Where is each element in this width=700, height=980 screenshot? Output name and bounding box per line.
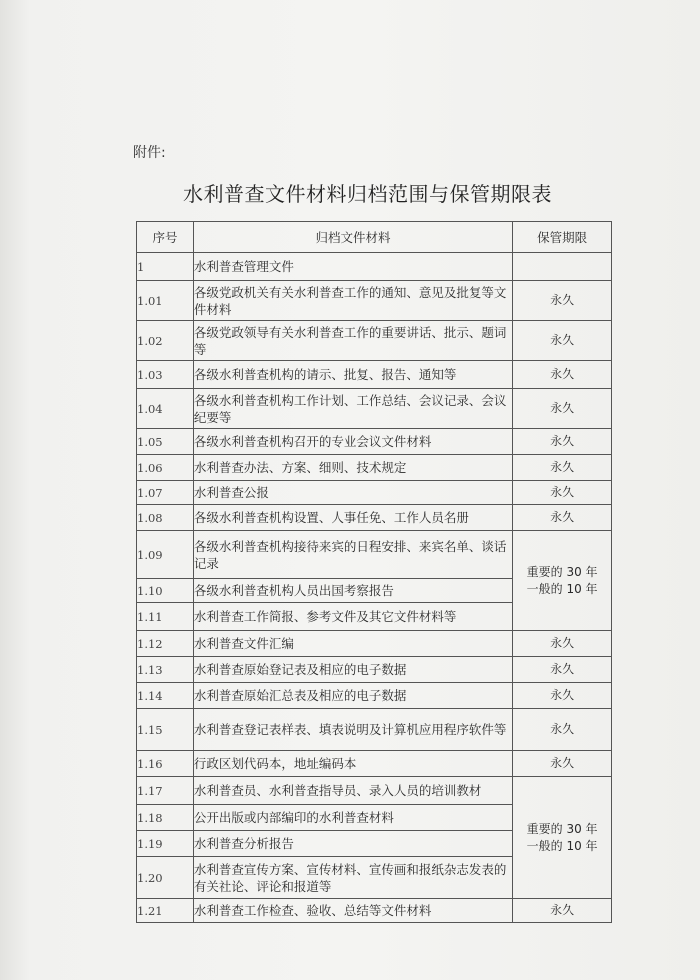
- table-row: [137, 505, 612, 531]
- table-row: [137, 253, 612, 281]
- table-row: [137, 481, 612, 505]
- row-no: 1.05: [137, 429, 194, 455]
- row-material: 水利普查公报: [193, 481, 512, 505]
- table-row: [137, 429, 612, 455]
- row-period: 永久: [513, 281, 612, 321]
- row-material: 公开出版或内部编印的水利普查材料: [193, 805, 512, 831]
- period-line-important: 重要的 30 年: [526, 564, 598, 579]
- table-row: [137, 361, 612, 389]
- table-row: [137, 751, 612, 777]
- row-period: 永久: [513, 481, 612, 505]
- row-no: 1.10: [137, 579, 194, 603]
- row-period: 永久: [513, 631, 612, 657]
- row-no: 1: [137, 253, 194, 281]
- table-row: [137, 281, 612, 321]
- period-line-important: 重要的 30 年: [526, 821, 598, 836]
- row-material: 各级党政领导有关水利普查工作的重要讲话、批示、题词等: [193, 321, 512, 361]
- table-row: [137, 389, 612, 429]
- row-period: 永久: [513, 321, 612, 361]
- table-row: [137, 899, 612, 923]
- row-period: 永久: [513, 899, 612, 923]
- row-no: 1.13: [137, 657, 194, 683]
- retention-table: [136, 221, 612, 923]
- table-row: [137, 631, 612, 657]
- header-period: 保管期限: [513, 222, 612, 253]
- row-material: 水利普查分析报告: [193, 831, 512, 857]
- row-material: 水利普查登记表样表、填表说明及计算机应用程序软件等: [193, 709, 512, 751]
- row-no: 1.14: [137, 683, 194, 709]
- row-period: 永久: [513, 709, 612, 751]
- row-no: 1.08: [137, 505, 194, 531]
- table-row: [137, 657, 612, 683]
- attachment-label: 附件:: [133, 145, 166, 161]
- row-no: 1.19: [137, 831, 194, 857]
- row-material: 各级水利普查机构的请示、批复、报告、通知等: [193, 361, 512, 389]
- row-no: 1.21: [137, 899, 194, 923]
- row-material: 各级水利普查机构工作计划、工作总结、会议记录、会议纪要等: [193, 389, 512, 429]
- table-header-row: [137, 222, 612, 253]
- row-material: 水利普查员、水利普查指导员、录入人员的培训教材: [193, 777, 512, 805]
- row-period: 永久: [513, 361, 612, 389]
- row-no: 1.15: [137, 709, 194, 751]
- row-no: 1.03: [137, 361, 194, 389]
- header-no: 序号: [137, 222, 194, 253]
- row-period: 永久: [513, 455, 612, 481]
- row-period: 永久: [513, 683, 612, 709]
- row-period: 永久: [513, 657, 612, 683]
- row-no: 1.17: [137, 777, 194, 805]
- table-row: [137, 321, 612, 361]
- row-material: 各级水利普查机构召开的专业会议文件材料: [193, 429, 512, 455]
- table-row: [137, 683, 612, 709]
- row-no: 1.16: [137, 751, 194, 777]
- row-material: 各级水利普查机构人员出国考察报告: [193, 579, 512, 603]
- row-material: 水利普查办法、方案、细则、技术规定: [193, 455, 512, 481]
- table-row: [137, 531, 612, 579]
- row-material: 水利普查工作检查、验收、总结等文件材料: [193, 899, 512, 923]
- row-period: [513, 253, 612, 281]
- header-material: 归档文件材料: [193, 222, 512, 253]
- period-line-general: 一般的 10 年: [526, 838, 598, 853]
- period-line-general: 一般的 10 年: [526, 581, 598, 596]
- row-material: 行政区划代码本，地址编码本: [193, 751, 512, 777]
- row-period: 永久: [513, 389, 612, 429]
- row-period: 永久: [513, 429, 612, 455]
- table-row: [137, 709, 612, 751]
- row-no: 1.09: [137, 531, 194, 579]
- row-no: 1.04: [137, 389, 194, 429]
- table-row: [137, 777, 612, 805]
- row-material: 各级水利普查机构接待来宾的日程安排、来宾名单、谈话记录: [193, 531, 512, 579]
- row-material: 水利普查宣传方案、宣传材料、宣传画和报纸杂志发表的有关社论、评论和报道等: [193, 857, 512, 899]
- row-material: 水利普查工作简报、参考文件及其它文件材料等: [193, 603, 512, 631]
- merged-period-cell: [513, 777, 612, 899]
- row-material: 各级党政机关有关水利普查工作的通知、意见及批复等文件材料: [193, 281, 512, 321]
- row-no: 1.12: [137, 631, 194, 657]
- row-material: 水利普查原始登记表及相应的电子数据: [193, 657, 512, 683]
- row-material: 水利普查原始汇总表及相应的电子数据: [193, 683, 512, 709]
- row-no: 1.18: [137, 805, 194, 831]
- row-material: 各级水利普查机构设置、人事任免、工作人员名册: [193, 505, 512, 531]
- row-no: 1.11: [137, 603, 194, 631]
- row-period: 永久: [513, 751, 612, 777]
- table-row: [137, 455, 612, 481]
- row-no: 1.06: [137, 455, 194, 481]
- row-no: 1.07: [137, 481, 194, 505]
- merged-period-cell: [513, 531, 612, 631]
- page-title: 水利普查文件材料归档范围与保管期限表: [183, 182, 552, 206]
- row-no: 1.01: [137, 281, 194, 321]
- row-period: 永久: [513, 505, 612, 531]
- row-no: 1.02: [137, 321, 194, 361]
- row-no: 1.20: [137, 857, 194, 899]
- row-material: 水利普查文件汇编: [193, 631, 512, 657]
- row-material: 水利普查管理文件: [193, 253, 512, 281]
